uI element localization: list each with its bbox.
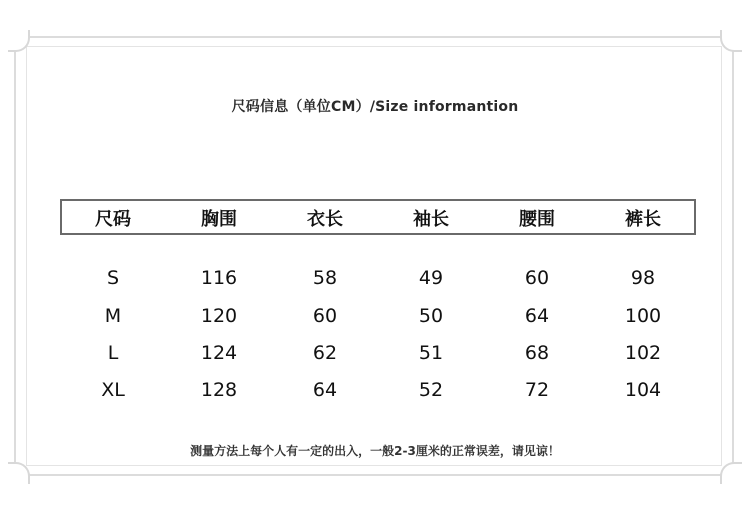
cell-waist: 60: [524, 267, 550, 289]
cell-size: XL: [101, 379, 125, 401]
size-info-title: [0, 96, 750, 116]
cell-pants-length: 98: [630, 267, 656, 289]
title-main: 尺码信息（单位CM）: [231, 99, 370, 115]
cell-waist: 72: [524, 379, 550, 401]
cell-sleeve: 49: [418, 267, 444, 289]
cell-size: L: [107, 342, 119, 364]
cell-sleeve: 51: [418, 342, 444, 364]
cell-pants-length: 104: [624, 379, 662, 401]
cell-chest: 128: [200, 379, 238, 401]
header-pants-length: 裤长: [625, 209, 661, 230]
cell-sleeve: 52: [418, 379, 444, 401]
corner-ornament-bottom-right: [720, 462, 742, 484]
cell-pants-length: 100: [624, 305, 662, 327]
cell-sleeve: 50: [418, 305, 444, 327]
measurement-note: 测量方法上每个人有一定的出入，一般2-3厘米的正常误差，请见谅！: [190, 444, 560, 458]
table-header-row: [60, 205, 696, 231]
cell-length: 62: [312, 342, 338, 364]
header-chest: 胸围: [201, 209, 237, 230]
cell-size: S: [106, 267, 120, 289]
table-row: [60, 305, 696, 327]
title-sub: /Size informantion: [369, 99, 519, 115]
table-row: [60, 379, 696, 401]
header-size: 尺码: [95, 209, 131, 230]
cell-chest: 124: [200, 342, 238, 364]
cell-waist: 64: [524, 305, 550, 327]
cell-length: 60: [312, 305, 338, 327]
cell-chest: 120: [200, 305, 238, 327]
cell-waist: 68: [524, 342, 550, 364]
header-sleeve: 袖长: [413, 209, 449, 230]
header-waist: 腰围: [519, 209, 555, 230]
cell-length: 64: [312, 379, 338, 401]
cell-length: 58: [312, 267, 338, 289]
header-length: 衣长: [307, 209, 343, 230]
table-row: [60, 342, 696, 364]
cell-pants-length: 102: [624, 342, 662, 364]
table-row: [60, 267, 696, 289]
cell-size: M: [104, 305, 122, 327]
cell-chest: 116: [200, 267, 238, 289]
